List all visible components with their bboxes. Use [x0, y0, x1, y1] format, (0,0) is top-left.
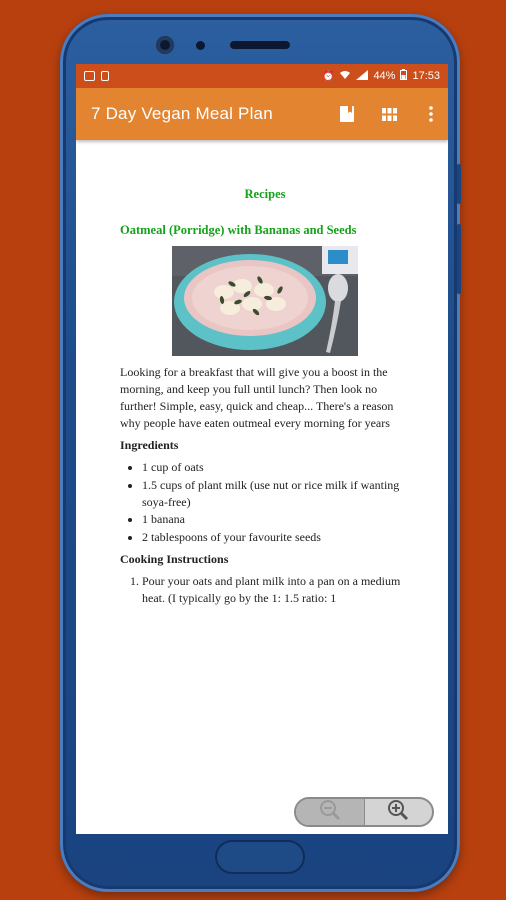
phone-screen	[76, 64, 448, 834]
grid-icon[interactable]	[380, 105, 398, 123]
home-button[interactable]	[215, 840, 305, 874]
list-item: • 1 cup of oats	[142, 459, 410, 476]
ingredients-heading: Ingredients	[120, 438, 179, 452]
list-item: • 2 tablespoons of your favourite seeds	[142, 529, 410, 546]
app-bar	[76, 88, 448, 140]
more-vert-icon[interactable]	[422, 105, 440, 123]
list-item: • 1.5 cups of plant milk (use nut or rice milk if wanting soya-free)	[142, 477, 410, 511]
front-camera	[156, 36, 174, 54]
alarm-icon: ⏰	[321, 70, 335, 82]
battery-percent: 44%	[373, 70, 396, 82]
volume-button	[457, 224, 461, 294]
zoom-in-button[interactable]	[365, 799, 433, 825]
instructions-list	[142, 573, 410, 607]
zoom-out-button[interactable]	[296, 799, 365, 825]
list-item: 1. Pour your oats and plant milk into a pan on a medium heat. (I typically go by the 1: 1.5 ratio: 1	[142, 573, 410, 607]
proximity-sensor	[196, 41, 205, 50]
zoom-in-icon	[387, 799, 409, 826]
bookmark-icon[interactable]	[338, 105, 356, 123]
intro-paragraph: Looking for a breakfast that will give you a boost in the morning, and keep you full until lunch? Then look no further! Simple, easy, quick and cheap... There's a reason why people have eaten outmeal every morning for years	[120, 365, 394, 430]
zoom-out-icon	[319, 799, 341, 826]
list-item: • 1 banana	[142, 511, 410, 528]
document-content	[120, 140, 410, 607]
ingredients-list	[142, 459, 410, 546]
image-icon	[84, 71, 95, 81]
signal-icon	[356, 70, 368, 83]
page-heading: Recipes	[244, 187, 286, 201]
sim-icon	[101, 71, 109, 81]
wifi-icon	[339, 70, 351, 83]
status-bar	[76, 64, 448, 88]
app-title: 7 Day Vegan Meal Plan	[91, 104, 273, 123]
oatmeal-photo	[172, 246, 358, 356]
power-button	[457, 164, 461, 204]
recipe-title: Oatmeal (Porridge) with Bananas and Seeds	[120, 223, 357, 237]
zoom-controls	[294, 797, 434, 827]
clock: 17:53	[412, 70, 440, 82]
battery-icon	[400, 69, 407, 83]
earpiece-speaker	[230, 41, 290, 49]
instructions-heading: Cooking Instructions	[120, 551, 229, 566]
